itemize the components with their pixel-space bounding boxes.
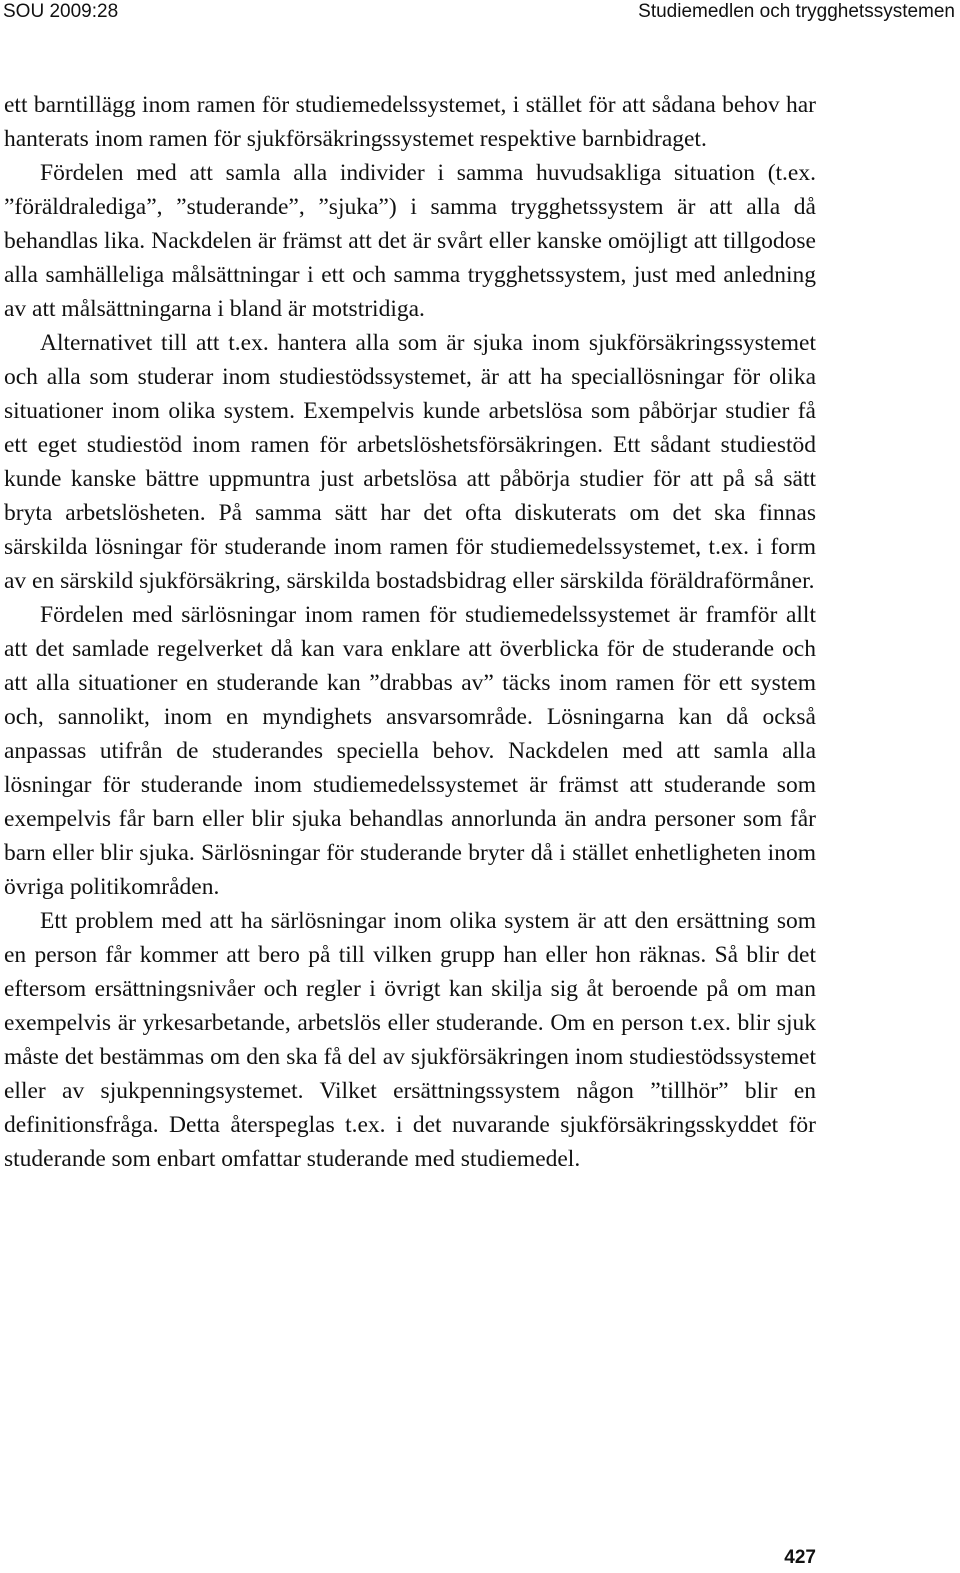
body-text (4, 88, 816, 1176)
page-number: 427 (784, 1547, 816, 1568)
paragraph-2: Fördelen med att samla alla individer i samma huvudsakliga situation (t.ex. ”föräldralediga”, ”studerande”, ”sjuka”) i samma trygghetssystem är att alla då behandlas lika. Nackdelen är främst att det är svårt eller kanske omöjligt att tillgodose alla samhälleliga målsättningar i ett och samma trygghetssystem, just med anledning av att målsättningarna i bland är motstridiga. (4, 160, 816, 322)
paragraph-1: ett barntillägg inom ramen för studiemedelssystemet, i stället för att sådana behov har hanterats inom ramen för sjukförsäkringssystemet respektive barnbidraget. (4, 92, 816, 152)
paragraph-4: Fördelen med särlösningar inom ramen för studiemedelssystemet är framför allt att det samlade regelverket då kan vara enklare att överblicka för de studerande och att alla situationer en studerande kan ”drabbas av” täcks inom ramen för ett system och, sannolikt, inom en myndighets ansvarsområde. Lösningarna kan då också anpassas utifrån de studerandes speciella behov. Nackdelen med att samla alla lösningar för studerande inom studiemedelssystemet är främst att studerande som exempelvis får barn eller blir sjuka behandlas annorlunda än andra personer som får barn eller blir sjuka. Särlösningar för studerande bryter då i stället enhetligheten inom övriga politikområden. (4, 602, 816, 900)
running-header-report-number: SOU 2009:28 (3, 1, 119, 22)
running-header-chapter-title: Studiemedlen och trygghetssystemen (638, 1, 955, 22)
paragraph-3: Alternativet till att t.ex. hantera alla som är sjuka inom sjukförsäkringssystemet och alla som studerar inom studiestödssystemet, är att ha speciallösningar för olika situationer inom olika system. Exempelvis kunde arbetslösa som påbörjar studier få ett eget studiestöd inom ramen för arbetslöshetsförsäkringen. Ett sådant studiestöd kunde kanske bättre uppmuntra just arbetslösa att påbörja studier för att på så sätt bryta arbetslösheten. På samma sätt har det ofta diskuterats om det ska finnas särskilda lösningar för studerande inom ramen för studiemedelssystemet, t.ex. i form av en särskild sjukförsäkring, särskilda bostadsbidrag eller särskilda föräldraförmåner. (4, 330, 816, 594)
paragraph-5: Ett problem med att ha särlösningar inom olika system är att den ersättning som en person får kommer att bero på till vilken grupp han eller hon räknas. Så blir det eftersom ersättningsnivåer och regler i övrigt kan skilja sig åt beroende på om man exempelvis är yrkesarbetande, arbetslös eller studerande. Om en person t.ex. blir sjuk måste det bestämmas om den ska få del av sjukförsäkringen inom studiestödssystemet eller av sjukpenningsystemet. Vilket ersättningssystem någon ”tillhör” blir en definitionsfråga. Detta återspeglas t.ex. i det nuvarande sjukförsäkringsskyddet för studerande som enbart omfattar studerande med studiemedel. (4, 908, 816, 1172)
